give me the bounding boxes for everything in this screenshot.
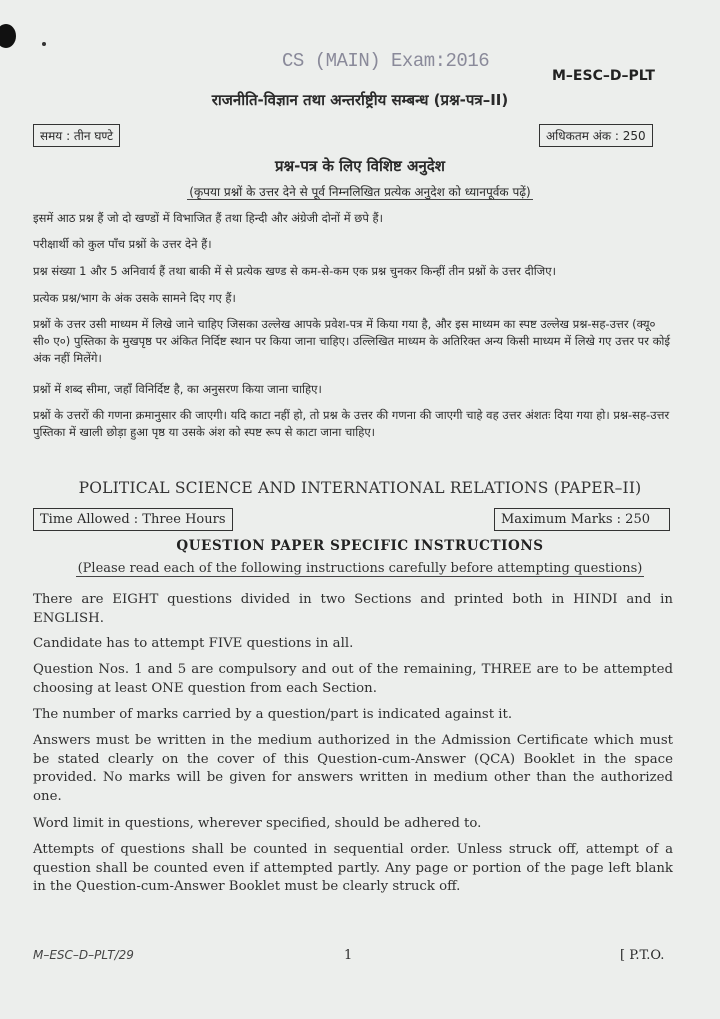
instruction-1: There are EIGHT questions divided in two Sections and printed both in HINDI and in ENGLISH. <box>33 592 673 626</box>
instruction-6: Word limit in questions, wherever specified, should be adhered to. <box>33 816 482 831</box>
instruction-4: The number of marks carried by a question/part is indicated against it. <box>33 707 513 722</box>
hindi-instruction-6: प्रश्नों में शब्द सीमा, जहाँ विनिर्दिष्ट है, का अनुसरण किया जाना चाहिए। <box>33 382 322 396</box>
instruction-7: Attempts of questions shall be counted in sequential order. Unless struck off, attempt of a question shall be counted even if attempted partly. Any page or portion of the page left blank in the Question-cum-Answer Booklet must be clearly struck off. <box>33 842 673 894</box>
hindi-instructions-heading: प्रश्न-पत्र के लिए विशिष्ट अनुदेश <box>275 157 445 175</box>
maximum-marks-box: Maximum Marks : 250 <box>494 508 670 531</box>
hindi-marks-box: अधिकतम अंक : 250 <box>539 124 653 147</box>
exam-stamp: CS (MAIN) Exam:2016 <box>282 50 490 72</box>
hindi-instruction-3: प्रश्न संख्या 1 और 5 अनिवार्य हैं तथा बाकी में से प्रत्येक खण्ड से कम-से-कम एक प्रश्न चुनकर किन्हीं तीन प्रश्नों के उत्तर दीजिए। <box>33 264 556 278</box>
ink-dot <box>42 42 46 46</box>
english-paper-title: POLITICAL SCIENCE AND INTERNATIONAL RELATIONS (PAPER–II) <box>78 479 642 497</box>
hindi-paper-title: राजनीति-विज्ञान तथा अन्तर्राष्ट्रीय सम्बन्ध (प्रश्न-पत्र–II) <box>211 91 509 109</box>
punch-hole-mark <box>0 24 16 48</box>
hindi-instruction-4: प्रत्येक प्रश्न/भाग के अंक उसके सामने दिए गए हैं। <box>33 291 236 305</box>
hindi-instruction-5: प्रश्नों के उत्तर उसी माध्यम में लिखे जाने चाहिए जिसका उल्लेख आपके प्रवेश-पत्र में किया गया है, और इस माध्यम का स्पष्ट उल्लेख प्रश्न-सह-उत्तर (क्यू० सी० ए०) पुस्तिका के मुखपृष्ठ पर अंकित निर्दिष्ट स्थान पर किया जाना चाहिए। उल्लिखित माध्यम के अतिरिक्त अन्य किसी माध्यम में लिखे गए उत्तर पर कोई अंक नहीं मिलेंगे। <box>33 317 671 365</box>
instruction-5: Answers must be written in the medium authorized in the Admission Certificate which must be stated clearly on the cover of this Question-cum-Answer (QCA) Booklet in the space provided. No marks will be given for answers written in medium other than the authorized one. <box>33 733 673 804</box>
footer-paper-code: M–ESC–D–PLT/29 <box>33 948 134 962</box>
hindi-instruction-1: इसमें आठ प्रश्न हैं जो दो खण्डों में विभाजित हैं तथा हिन्दी और अंग्रेजी दोनों में छपे हैं। <box>33 211 383 225</box>
please-turn-over: [ P.T.O. <box>620 948 665 963</box>
instruction-3: Question Nos. 1 and 5 are compulsory and out of the remaining, THREE are to be attempted choosing at least ONE question from each Section. <box>33 662 673 696</box>
instructions-heading: QUESTION PAPER SPECIFIC INSTRUCTIONS <box>176 538 544 554</box>
hindi-instruction-2: परीक्षार्थी को कुल पाँच प्रश्नों के उत्तर देने हैं। <box>33 237 212 251</box>
instructions-subheading: (Please read each of the following instructions carefully before attempting questions) <box>77 561 643 576</box>
paper-code: M–ESC–D–PLT <box>552 68 655 84</box>
instruction-2: Candidate has to attempt FIVE questions in all. <box>33 636 354 651</box>
hindi-time-box: समय : तीन घण्टे <box>33 124 120 147</box>
hindi-instruction-7: प्रश्नों के उत्तरों की गणना क्रमानुसार की जाएगी। यदि काटा नहीं हो, तो प्रश्न के उत्तर की गणना की जाएगी चाहे वह उत्तर अंशतः दिया गया हो। प्रश्न-सह-उत्तर पुस्तिका में खाली छोड़ा हुआ पृष्ठ या उसके अंश को स्पष्ट रूप से काटा जाना चाहिए। <box>33 408 670 439</box>
page-number: 1 <box>344 948 353 963</box>
time-allowed-box: Time Allowed : Three Hours <box>33 508 233 531</box>
hindi-instructions-subheading: (कृपया प्रश्नों के उत्तर देने से पूर्व निम्नलिखित प्रत्येक अनुदेश को ध्यानपूर्वक पढ़ें) <box>189 185 531 199</box>
